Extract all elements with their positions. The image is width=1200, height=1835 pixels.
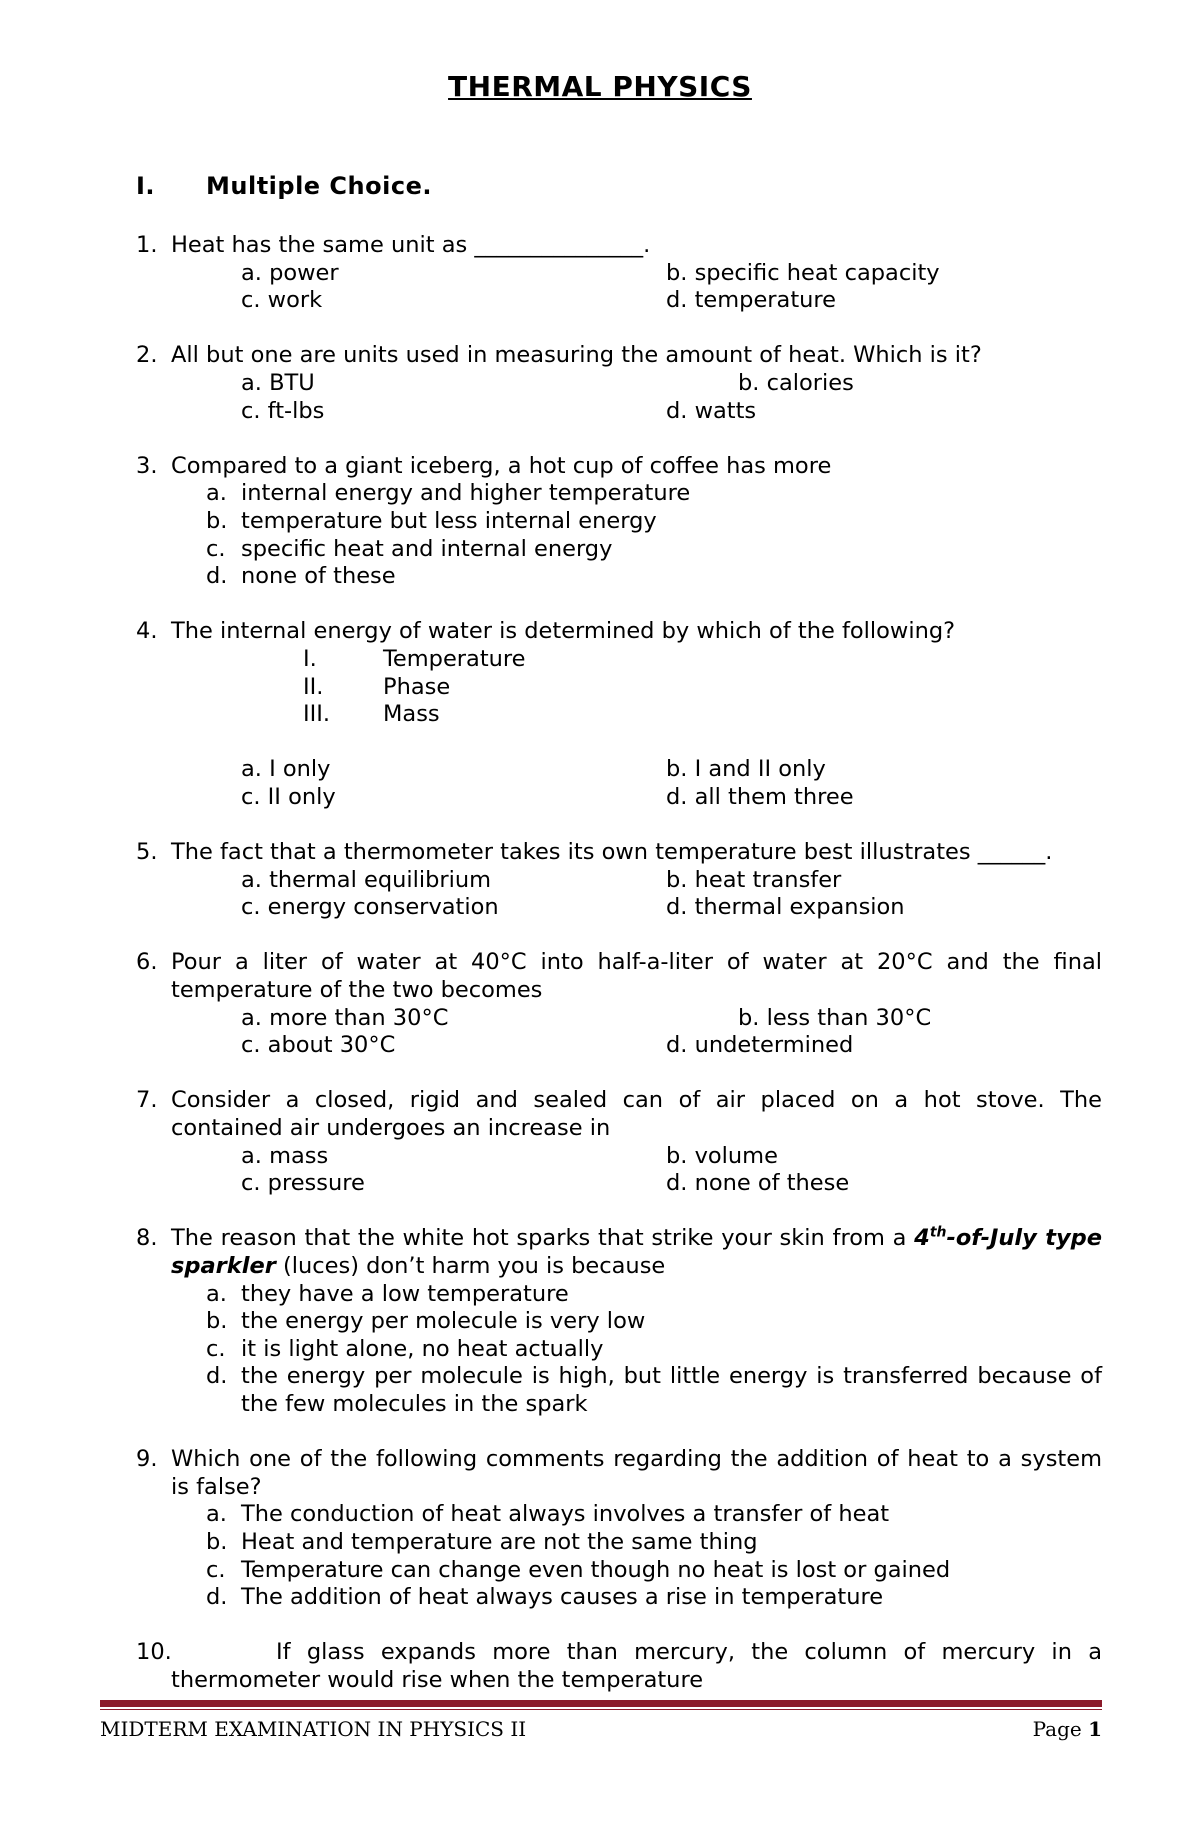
options <box>241 1143 1102 1198</box>
option-c: c. Temperature can change even though no heat is lost or gained <box>206 1556 951 1583</box>
option-a: a. they have a low temperature <box>206 1280 569 1307</box>
question-10 <box>136 1639 1102 1694</box>
option-a: a. thermal equilibrium <box>241 866 492 893</box>
question-stem: Consider a closed, rigid and sealed can of air placed on a hot stove. The contained air undergoes an increase in <box>171 1087 1102 1141</box>
option-c: c. ft-lbs <box>241 397 325 424</box>
question-stem: The fact that a thermometer takes its own temperature best illustrates ______. <box>171 839 1053 866</box>
option-a: a. The conduction of heat always involves a transfer of heat <box>206 1501 890 1528</box>
question-5 <box>136 839 1102 922</box>
option-d: d. temperature <box>666 287 837 314</box>
options <box>206 1281 1102 1419</box>
section-label: Multiple Choice. <box>206 172 432 200</box>
question-stem: The reason that the white hot sparks that strike your skin from a 4th-of-July type sparkler (luces) don’t harm you is because <box>171 1224 1102 1279</box>
question-stem: The internal energy of water is determined by which of the following? <box>171 618 956 645</box>
option-d: d. The addition of heat always causes a rise in temperature <box>206 1584 884 1611</box>
question-number: 5. <box>136 839 158 866</box>
options <box>241 867 1102 922</box>
question-number: 2. <box>136 342 158 369</box>
option-d: d. all them three <box>666 783 854 810</box>
page-title: THERMAL PHYSICS <box>448 70 752 103</box>
question-number: 3. <box>136 452 158 479</box>
option-d: d. thermal expansion <box>666 894 905 921</box>
option-a: a. internal energy and higher temperature <box>206 480 691 507</box>
option-c: c. it is light alone, no heat actually <box>206 1335 604 1362</box>
question-2 <box>136 342 1102 425</box>
question-8 <box>136 1225 1102 1418</box>
question-number: 8. <box>136 1225 158 1252</box>
footer-exam-title: MIDTERM EXAMINATION IN PHYSICS II <box>100 1717 527 1741</box>
options <box>241 370 1102 425</box>
option-a: a. power <box>241 259 339 286</box>
option-d: d. undetermined <box>666 1032 854 1059</box>
question-3 <box>136 453 1102 591</box>
question-number: 10. <box>136 1639 172 1666</box>
option-b: b. I and II only <box>666 756 826 783</box>
question-number: 6. <box>136 949 158 976</box>
question-number: 1. <box>136 232 158 258</box>
options <box>206 480 1102 590</box>
option-c: c. specific heat and internal energy <box>206 535 613 562</box>
statement-item: III. Mass <box>303 701 440 728</box>
statement-item: I. Temperature <box>303 645 526 672</box>
question-stem: Heat has the same unit as _______________. <box>171 232 651 258</box>
question-stem: Compared to a giant iceberg, a hot cup of coffee has more <box>171 452 832 479</box>
question-number: 7. <box>136 1087 158 1114</box>
question-stem: Which one of the following comments regarding the addition of heat to a system is false? <box>171 1446 1102 1500</box>
footer-rule <box>100 1700 1102 1707</box>
option-b: b. calories <box>738 369 854 396</box>
question-number: 4. <box>136 618 158 645</box>
footer-page-number: Page 1 <box>1032 1717 1102 1741</box>
options <box>241 260 1102 315</box>
option-a: a. I only <box>241 756 331 783</box>
option-b: b. specific heat capacity <box>666 259 940 286</box>
option-c: c. II only <box>241 783 336 810</box>
question-9 <box>136 1446 1102 1612</box>
option-c: c. work <box>241 287 323 314</box>
options <box>206 1501 1102 1611</box>
statement-item: II. Phase <box>303 673 451 700</box>
option-a: a. BTU <box>241 369 315 396</box>
option-b: b. less than 30°C <box>738 1004 932 1031</box>
footer-rule-thin <box>100 1709 1102 1710</box>
option-a: a. more than 30°C <box>241 1004 449 1031</box>
option-d: d. the energy per molecule is high, but little energy is transferred because of the few molecules in the spark <box>206 1363 1102 1417</box>
question-1 <box>136 232 1102 315</box>
option-d: d. none of these <box>206 563 396 590</box>
question-6 <box>136 949 1102 1059</box>
question-7 <box>136 1087 1102 1197</box>
option-a: a. mass <box>241 1142 329 1169</box>
option-b: b. temperature but less internal energy <box>206 507 657 534</box>
option-c: c. about 30°C <box>241 1032 396 1059</box>
option-d: d. watts <box>666 397 757 424</box>
options <box>241 756 1102 811</box>
question-stem: If glass expands more than mercury, the column of mercury in a thermometer would rise when the temperature <box>171 1639 1102 1693</box>
question-number: 9. <box>136 1446 158 1473</box>
option-c: c. pressure <box>241 1170 365 1197</box>
question-4 <box>136 618 1102 811</box>
option-b: b. the energy per molecule is very low <box>206 1308 646 1335</box>
option-d: d. none of these <box>666 1170 850 1197</box>
options <box>241 1005 1102 1060</box>
option-b: b. heat transfer <box>666 866 842 893</box>
section-heading <box>136 172 432 200</box>
question-stem: Pour a liter of water at 40°C into half-a-liter of water at 20°C and the final temperature of the two becomes <box>171 949 1102 1004</box>
statement-list <box>303 646 1102 729</box>
section-numeral: I. <box>136 172 156 200</box>
option-b: b. Heat and temperature are not the same thing <box>206 1528 758 1555</box>
questions <box>136 232 1102 1722</box>
option-c: c. energy conservation <box>241 894 499 921</box>
option-b: b. volume <box>666 1142 778 1169</box>
question-stem: All but one are units used in measuring the amount of heat. Which is it? <box>171 342 982 369</box>
